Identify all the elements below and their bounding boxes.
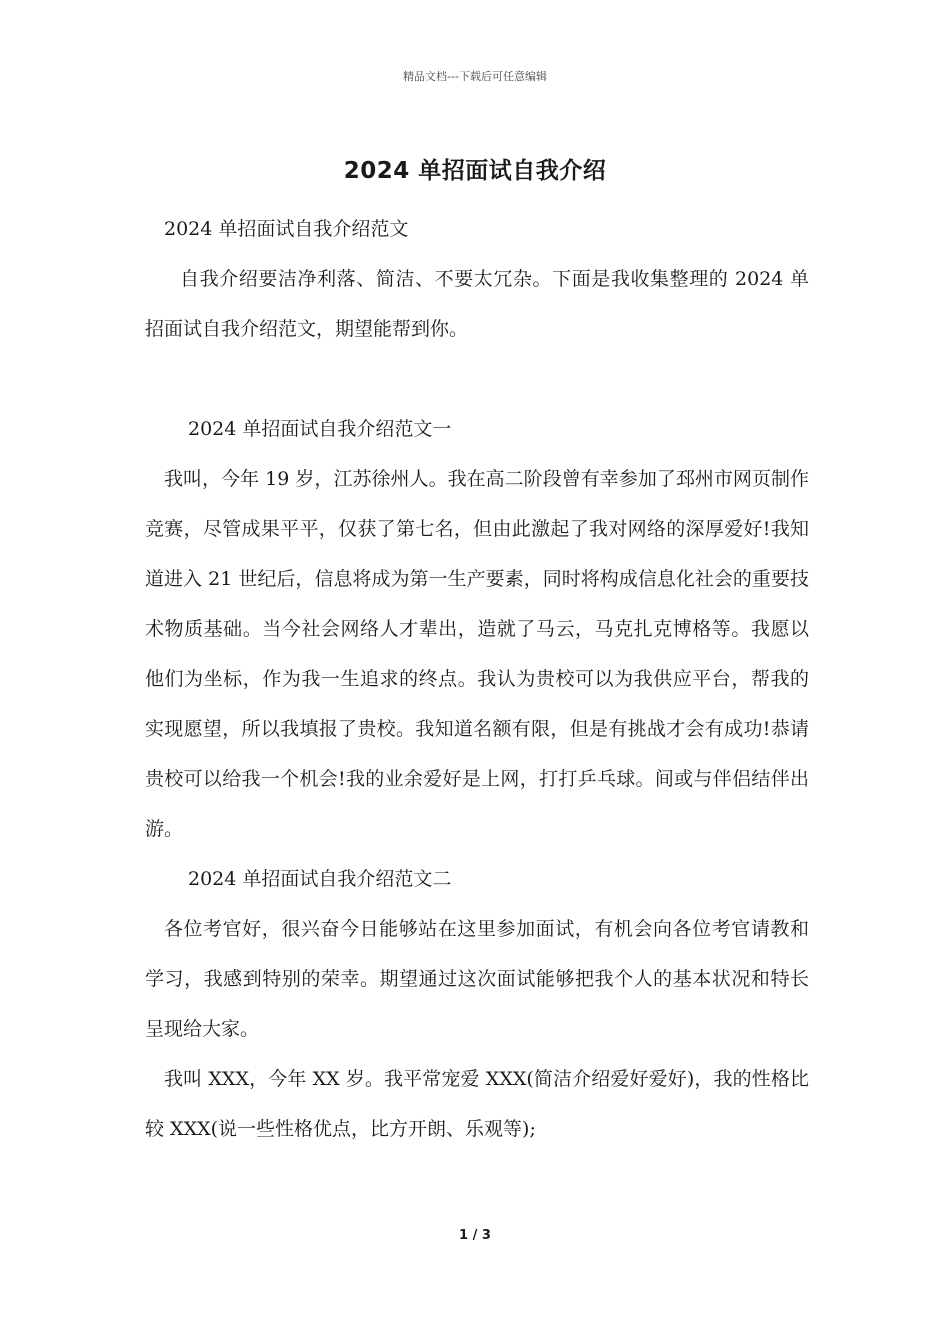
document-title: 2024 单招面试自我介绍 (343, 158, 607, 184)
subtitle-paragraph: 2024 单招面试自我介绍范文 (164, 218, 409, 240)
section-two-paragraph-2: 我叫 XXX，今年 XX 岁。我平常宠爱 XXX(简洁介绍爱好爱好)，我的性格比较 XXX(说一些性格优点，比方开朗、乐观等); (145, 1068, 809, 1140)
section-two-paragraph-1: 各位考官好，很兴奋今日能够站在这里参加面试，有机会向各位考官请教和学习，我感到特别的荣幸。期望通过这次面试能够把我个人的基本状况和特长呈现给大家。 (145, 918, 809, 1040)
section-heading-one: 2024 单招面试自我介绍范文一 (188, 418, 452, 440)
document-body (145, 204, 809, 1154)
section-one-paragraph: 我叫，今年 19 岁，江苏徐州人。我在高二阶段曾有幸参加了邳州市网页制作竞赛，尽管成果平平，仅获了第七名，但由此激起了我对网络的深厚爱好!我知道进入 21 世纪后，信息将成为第一生产要素，同时将构成信息化社会的重要技术物质基础。当今社会网络人才辈出，造就了马云，马克扎克博格等。我愿以他们为坐标，作为我一生追求的终点。我认为贵校可以为我供应平台，帮我的实现愿望，所以我填报了贵校。我知道名额有限，但是有挑战才会有成功!恭请贵校可以给我一个机会!我的业余爱好是上网，打打乒乓球。间或与伴侣结伴出游。 (145, 468, 809, 840)
page-number: 1 / 3 (459, 1228, 491, 1243)
intro-paragraph: 自我介绍要洁净利落、简洁、不要太冗杂。下面是我收集整理的 2024 单招面试自我介绍范文，期望能帮到你。 (145, 268, 809, 340)
paragraph-spacer (145, 354, 809, 404)
header-note: 精品文档---下载后可任意编辑 (403, 70, 547, 83)
section-heading-two: 2024 单招面试自我介绍范文二 (188, 868, 452, 890)
